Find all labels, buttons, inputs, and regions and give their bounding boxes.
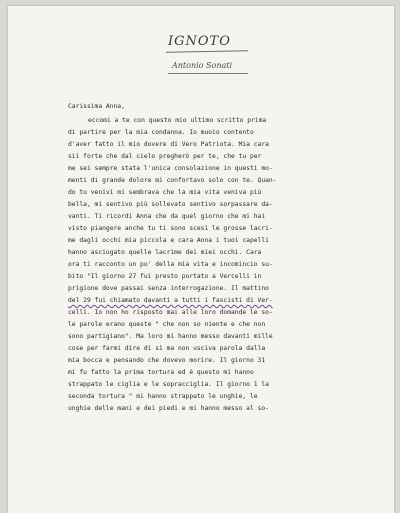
letter-line: bito "Il giorno 27 fui presto portato a Vercelli in: [68, 273, 262, 280]
letter-line: seconda tortura " mi hanno strappato le unghie, le: [68, 393, 258, 400]
letter-line: vanti. Ti ricordi Anna che da quel giorno che mi hai: [68, 213, 266, 220]
letter-line: strappato le ciglia e le sopracciglia. Il giorno 1 la: [68, 381, 269, 388]
letter-line: bella, mi sentivo più sollevato sentivo sorpassare da-: [68, 201, 273, 208]
letter-salutation: Carissima Anna,: [68, 103, 125, 110]
letter-line: mia bocca e pensando che dovevo morire. Il giorno 31: [68, 357, 266, 364]
document-page: [8, 6, 394, 513]
letter-line: unghie delle mani e dei piedi e mi hanno messo al so-: [68, 405, 269, 412]
author-underline: [168, 73, 248, 74]
letter-line: me dagli occhi mia piccola e cara Anna i tuoi capelli: [68, 237, 269, 244]
letter-line: prigione dove passai senza interrogazione. Il mattino: [68, 285, 269, 292]
letter-line: le parole erano queste " che non so niente e che non: [68, 321, 266, 328]
letter-line: celli. Io non ho risposto mai alle loro domande le so-: [68, 309, 273, 316]
title-underline: [166, 50, 248, 52]
handwritten-author: Antonio Sonati: [172, 61, 233, 70]
letter-line: visto piangere anche tu ti sono scesi le grosse lacri-: [68, 225, 273, 232]
letter-line: di partire per la mia condanna. Io muoio contento: [68, 129, 254, 136]
letter-line: eccomi a te con questo mio ultimo scritto prima: [88, 117, 267, 124]
letter-line: d'aver fatto il mio dovere di Vero Patriota. Mia cara: [68, 141, 269, 148]
letter-line: ora ti racconto un po' della mia vita e incomincio su-: [68, 261, 273, 268]
letter-line-underlined: del 29 fui chiamato davanti a tutti i fascisti di Ver-: [68, 297, 273, 304]
handwritten-title: IGNOTO: [168, 34, 231, 49]
letter-line: sono partigiano". Ma loro mi hanno messo davanti mille: [68, 333, 273, 340]
letter-line: me sei sempre stata l'unica consolazione in questi mo-: [68, 165, 273, 172]
letter-line: menti di grande dolore mi confortavo solo con te. Quan-: [68, 177, 277, 184]
letter-line: sii forte che dal cielo pregherò per te, che tu per: [68, 153, 262, 160]
letter-line: do tu venivi mi sembrava che la mia vita veniva più: [68, 189, 262, 196]
letter-line: cose per farmi dire di sì ma non usciva parola dalla: [68, 345, 266, 352]
letter-line: hanno asciugato quelle lacrime dei miei occhi. Cara: [68, 249, 262, 256]
letter-line: mi fu fatto la prima tortura ed è questo mi hanno: [68, 369, 254, 376]
